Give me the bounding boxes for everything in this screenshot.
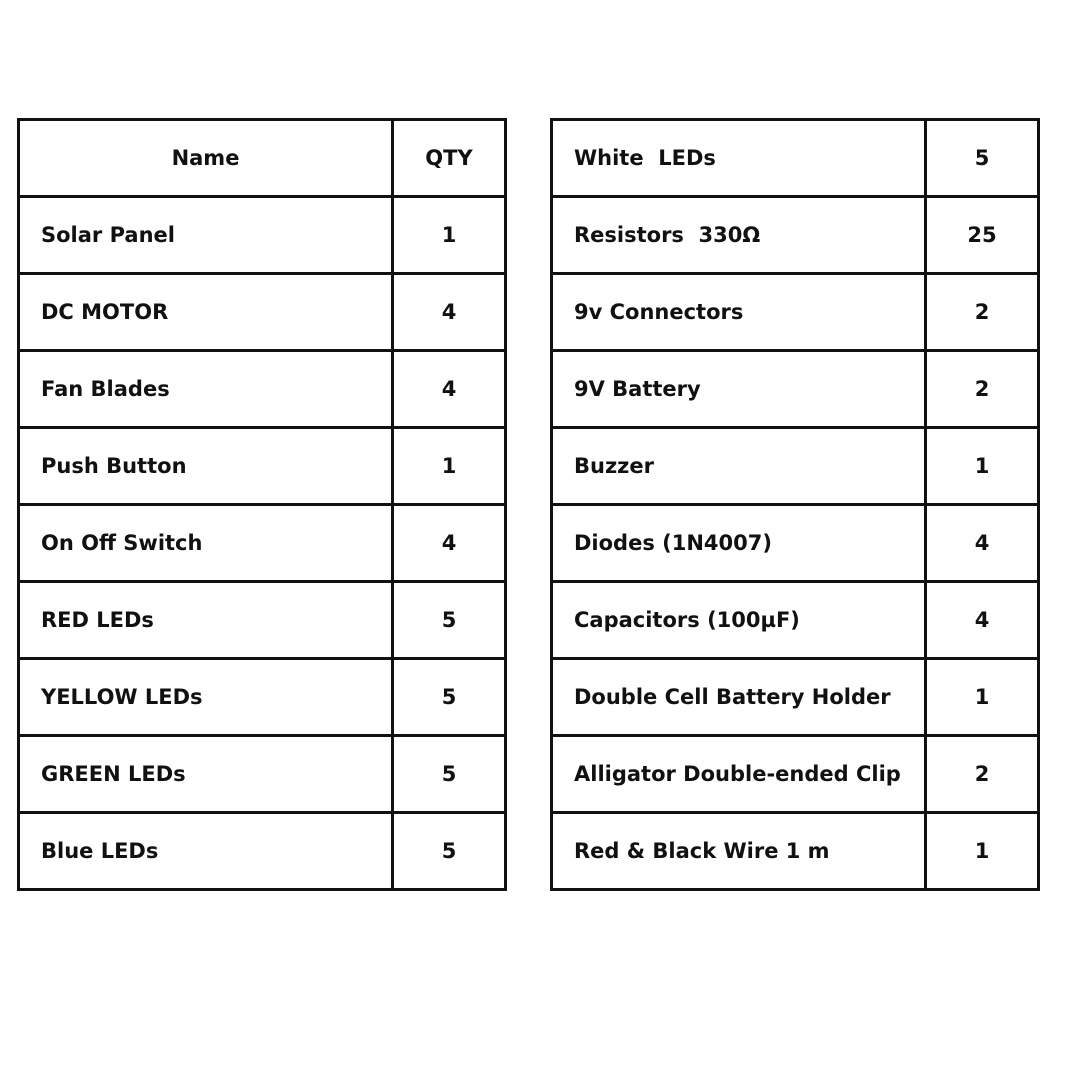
table-row — [552, 736, 1039, 813]
item-qty: 1 — [393, 197, 506, 274]
table-row — [552, 582, 1039, 659]
parts-table-left — [17, 118, 507, 891]
item-name: DC MOTOR — [19, 274, 393, 351]
table-row — [552, 120, 1039, 197]
item-qty: 2 — [926, 274, 1039, 351]
item-qty: 4 — [393, 274, 506, 351]
item-name: Double Cell Battery Holder — [552, 659, 926, 736]
item-name: RED LEDs — [19, 582, 393, 659]
table-row — [19, 197, 506, 274]
item-qty: 5 — [393, 659, 506, 736]
item-qty: 4 — [393, 505, 506, 582]
item-qty: 5 — [393, 582, 506, 659]
column-header-name: Name — [19, 120, 393, 197]
item-qty: 1 — [926, 428, 1039, 505]
item-name: YELLOW LEDs — [19, 659, 393, 736]
table-row — [19, 813, 506, 890]
item-qty: 4 — [393, 351, 506, 428]
table-row — [19, 428, 506, 505]
table-row — [552, 274, 1039, 351]
item-qty: 5 — [926, 120, 1039, 197]
table-row — [19, 505, 506, 582]
item-name: Alligator Double-ended Clip — [552, 736, 926, 813]
item-name: On Off Switch — [19, 505, 393, 582]
item-name: Buzzer — [552, 428, 926, 505]
item-qty: 5 — [393, 736, 506, 813]
item-qty: 2 — [926, 351, 1039, 428]
item-name: 9v Connectors — [552, 274, 926, 351]
table-row — [19, 736, 506, 813]
item-qty: 2 — [926, 736, 1039, 813]
table-row — [19, 274, 506, 351]
item-name: Diodes (1N4007) — [552, 505, 926, 582]
table-row — [552, 197, 1039, 274]
table-row — [552, 428, 1039, 505]
item-name: Solar Panel — [19, 197, 393, 274]
parts-table-right — [550, 118, 1040, 891]
item-qty: 4 — [926, 582, 1039, 659]
table-header-row — [19, 120, 506, 197]
item-qty: 1 — [926, 813, 1039, 890]
table-row — [19, 351, 506, 428]
item-qty: 4 — [926, 505, 1039, 582]
item-qty: 1 — [926, 659, 1039, 736]
item-name: 9V Battery — [552, 351, 926, 428]
item-qty: 5 — [393, 813, 506, 890]
item-name: Fan Blades — [19, 351, 393, 428]
table-row — [552, 659, 1039, 736]
item-qty: 25 — [926, 197, 1039, 274]
table-row — [552, 351, 1039, 428]
item-name: GREEN LEDs — [19, 736, 393, 813]
table-row — [552, 505, 1039, 582]
table-row — [19, 582, 506, 659]
item-name: Push Button — [19, 428, 393, 505]
column-header-qty: QTY — [393, 120, 506, 197]
item-qty: 1 — [393, 428, 506, 505]
table-row — [19, 659, 506, 736]
item-name: Capacitors (100µF) — [552, 582, 926, 659]
item-name: Blue LEDs — [19, 813, 393, 890]
item-name: Resistors 330Ω — [552, 197, 926, 274]
table-row — [552, 813, 1039, 890]
item-name: Red & Black Wire 1 m — [552, 813, 926, 890]
item-name: White LEDs — [552, 120, 926, 197]
